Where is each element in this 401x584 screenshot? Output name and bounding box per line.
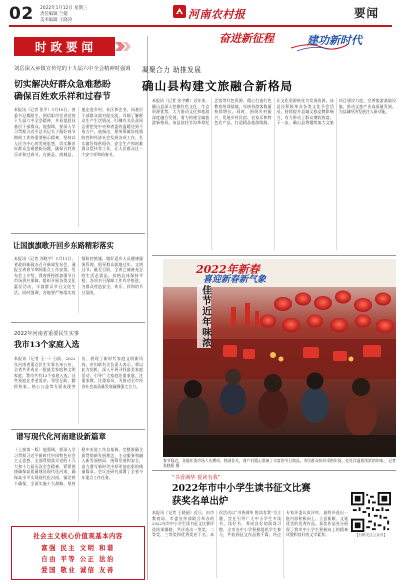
photo-caption: 春节临近，各地年货市场人头攒动、热闹非凡，商户们精心准备了丰富的节日商品，市民群众纷纷采购年货，处处洋溢着浓浓的年味。 记者 张晓阳 摄 (163, 458, 396, 469)
date-text: 2022年1月12日 星期三 (40, 6, 88, 11)
qr-code-icon[interactable] (351, 492, 391, 532)
article4-body: （上接第一版）他强调，要深入学习贯彻习近平新时代中国特色社会主义思想，全面贯彻落实党的十九大和十九届历次全会精神，紧紧围绕确保高质量建设现代化河南、确保高水平实现现代化河南，锚定两个确保，全面实施十大战略，坚持稳中求进工作总基调，完整准确全面贯彻新发展理念，主动服务和融入新发展格局，统筹发展和安全，奋力谱写新时代中原更加出彩的绚丽篇章。会议还研究部署了全省今年重点工作任务。 (14, 447, 143, 486)
divider (11, 233, 145, 234)
section-name: 要闻 (354, 6, 379, 20)
qr-label: 【扫码关注公众号】 (354, 533, 388, 537)
photo-subtitle: 喜迎新春新气象 (203, 275, 267, 285)
article4-headline: 谱写现代化河南建设新篇章 (16, 432, 106, 441)
article5-body: 本报讯（记者 张宇鹏）近年来，确山县深入挖掘红色文化、生态资源优势，大力推动文化和旅游深度融合发展，着力构建全域旅游新格局。该县依托竹沟革命纪念馆等红色资源，精心打造红色教育培训基地，年接待游客数量持续增长。同时，围绕乡村振兴，发展乡村民宿、农家乐和特色农产品，打造精品旅游线路，让文化资源转化为发展资源。该县还积极举办各类文化节会活动，持续提升县域文旅品牌影响力，有力带动了群众增收致富。下一步，确山县将继续加大文旅项目建设力度，完善旅游基础设施，推动文旅产业高质量发展，为县域经济发展注入新动能。 (152, 98, 396, 126)
section-banner: 时政要闻 (14, 37, 115, 56)
article6-headline (172, 483, 352, 508)
paper-name: 河南农村报 (188, 8, 246, 21)
divider (152, 470, 396, 471)
core-values-box (11, 526, 145, 580)
newspaper-logo-icon (173, 5, 186, 18)
article3-kicker: 2022年河南省重要民生实事 (14, 331, 80, 337)
core-values-row3: 爱国 敬业 诚信 友善 (41, 567, 115, 574)
divider (11, 322, 145, 323)
article3-headline: 我市13个家庭入选 (14, 340, 80, 349)
article1-headline-line2: 确保百姓欢乐祥和过春节 (14, 91, 111, 102)
article2-headline: 让国旗旗歌开回乡东路精彩落实 (13, 241, 114, 250)
core-values-row1: 富强 民主 文明 和谐 (41, 545, 115, 552)
slogan-red-text: 奋进新征程 (219, 32, 274, 45)
article1-body: 本报讯（记者 张平）1月10日，省委书记楼阳生，到信阳市宣讲党的十九届六中全会精神，并看望慰问基层干部群众。他强调，要深入学习贯彻习近平总书记关于做好春节期间工作的重要指示精神，坚持以人民为中心的发展思想，切实解决好群众急难愁盼问题，确保百姓欢乐祥和过春节。在新县、商城县，他走进乡村、社区和企业，同基层干部群众面对面交流，详细了解群众生产生活情况，叮嘱有关负责同志要把党中央和省委的温暖送到千家万户。他指出，要统筹做好疫情防控和经济社会发展各项工作，扎实做好保供稳价、安全生产和困难群众帮扶等工作，让人民群众过一个安宁祥和的春节。 (14, 107, 143, 157)
article6-headline-line1: 2022年市中小学生读书征文比赛 (172, 483, 311, 494)
article3-body: 本报讯（记者 王一）日前，2022年河南省重点民生实事名单公布，全省共评选出一批最美家庭和文明家庭，我市共有13个家庭入选。这些家庭在孝老爱亲、邻里互助、勤俭持家、热心公益等方面表现突出，展现了新时代家庭文明新风尚。市妇联有关负责人表示，将以此为契机，深入开展寻找最美家庭活动，引导广大家庭注重家庭、注重家教、注重家风，为推动全市经济社会高质量发展凝聚强大合力。 (14, 356, 143, 389)
article1-headline (14, 80, 142, 104)
article6-kicker: “书香满华 悦读有我” (172, 475, 221, 481)
divider (152, 255, 396, 256)
article5-headline: 确山县构建文旅融合新格局 (142, 79, 294, 93)
banner-arrow-icon (115, 42, 133, 51)
slogan-flourish-icon (289, 42, 349, 52)
designer-text: 美术编辑 王晓涛 (40, 18, 73, 23)
slogan (219, 30, 395, 56)
article1-kicker: 刘岳深入乡镇宣传党的十九届六中全会精神时强调 (14, 66, 131, 72)
article5-sub-kicker: 凝聚合力 助推发展 (142, 66, 202, 74)
editor-text: 责任编辑 兰媛 (40, 12, 68, 17)
article6-body: 本报讯（记者 王晓丽）近日，由市教育局、市委宣传部联合举办的2022年市中小学生读书征文比赛评选结果揭晓，共评选出一等奖、二等奖、三等奖和优秀奖若干名。本次活动以“书香满华 悦读有我”为主题，旨在引导广大中小学生多读书、读好书，养成良好的阅读习惯，全市各中小学积极组织学生参与，共收到征文作品数千篇。经过专家评委认真评审，最终评选出一批内容积极向上、立意新颖、文笔优美的优秀作品。获奖作品充分展现了我市中小学生积极向上的精神风貌和良好的文学素养。 (152, 510, 348, 538)
core-values-title: 社会主义核心价值观基本内容 (33, 532, 123, 540)
divider (11, 429, 145, 430)
dateline (40, 6, 87, 24)
market-photo (163, 259, 396, 457)
article2-body: 本报讯（记者 刘晓宇）1月11日，省政府新闻办召开新闻发布会，通报全省春节期间重点工作安排。发布会上介绍，我省将持续加强节日市场供应保障，组织开展各类文化惠民活动，丰富群众节日文化生活。同时强调，各地要严格落实疫情防控措施，做好返乡人员健康服务管理，倡导群众就地过年、文明过节。截至目前，全省已储备充足的生活必需品，价格总体保持平稳，各项节日保障工作有序推进，为群众营造安全、欢乐、祥和的节日氛围。 (14, 256, 143, 295)
page-number: 02 (9, 4, 34, 24)
slogan-blue-text: 建功新时代 (307, 34, 362, 47)
core-values-row2: 自由 平等 公正 法治 (41, 556, 115, 563)
masthead-rule (9, 25, 392, 27)
photo-title: 2022年新春 (196, 263, 260, 276)
column-divider (147, 36, 148, 580)
photo-vertical-text: 佳节近年味浓 (197, 285, 211, 348)
article6-headline-line2: 获奖名单出炉 (172, 495, 229, 507)
masthead (0, 0, 401, 30)
article1-headline-line1: 切实解决好群众急难愁盼 (14, 80, 111, 90)
